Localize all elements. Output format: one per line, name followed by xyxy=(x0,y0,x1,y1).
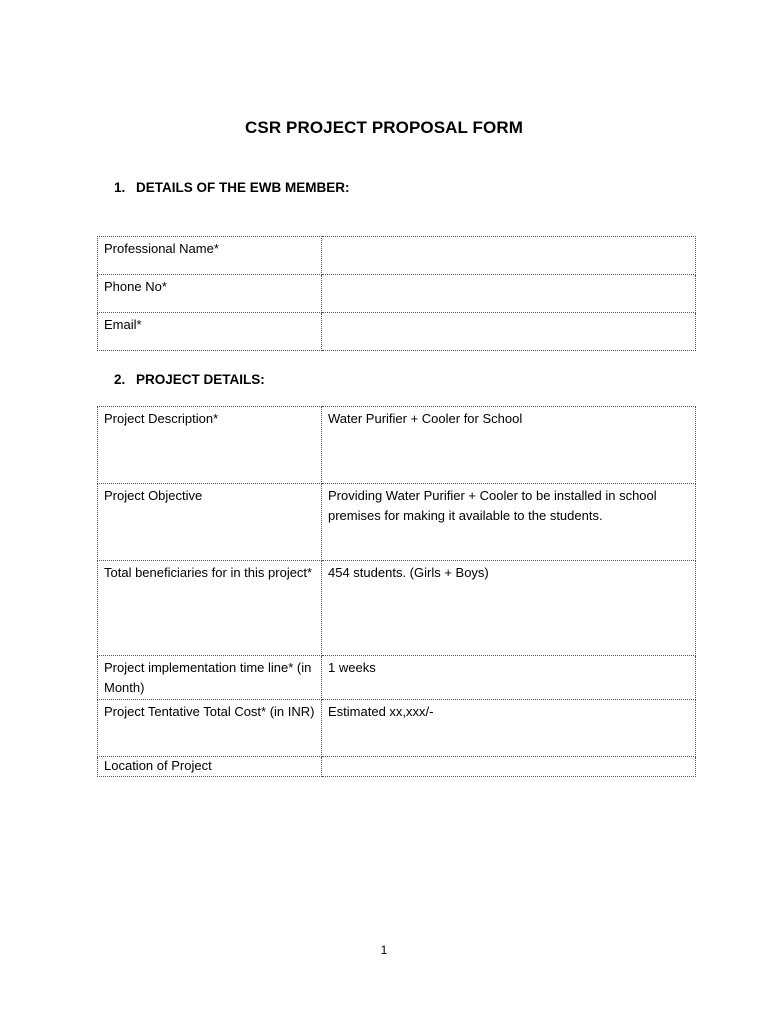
field-value-project-objective[interactable]: Providing Water Purifier + Cooler to be installed in school premises for making it available to the students. xyxy=(322,484,696,561)
field-value-total-beneficiaries[interactable]: 454 students. (Girls + Boys) xyxy=(322,561,696,656)
table-row xyxy=(98,700,696,757)
field-label-phone-no: Phone No* xyxy=(98,275,322,313)
field-label-email: Email* xyxy=(98,313,322,351)
field-label-tentative-cost: Project Tentative Total Cost* (in INR) xyxy=(98,700,322,757)
table-row xyxy=(98,484,696,561)
table-row xyxy=(98,237,696,275)
section-heading-member-details xyxy=(114,180,350,195)
field-label-implementation-timeline: Project implementation time line* (in Month) xyxy=(98,656,322,700)
table-row xyxy=(98,561,696,656)
section-title: DETAILS OF THE EWB MEMBER: xyxy=(136,180,350,195)
section-number: 2. xyxy=(114,372,126,387)
field-value-professional-name[interactable] xyxy=(322,237,696,275)
section-title: PROJECT DETAILS: xyxy=(136,372,265,387)
section-number: 1. xyxy=(114,180,126,195)
field-value-location[interactable] xyxy=(322,757,696,777)
field-value-phone-no[interactable] xyxy=(322,275,696,313)
table-row xyxy=(98,656,696,700)
field-label-professional-name: Professional Name* xyxy=(98,237,322,275)
field-label-total-beneficiaries: Total beneficiaries for in this project* xyxy=(98,561,322,656)
field-label-location: Location of Project xyxy=(98,757,322,777)
field-value-tentative-cost[interactable]: Estimated xx,xxx/- xyxy=(322,700,696,757)
field-label-project-description: Project Description* xyxy=(98,407,322,484)
field-value-implementation-timeline[interactable]: 1 weeks xyxy=(322,656,696,700)
table-row xyxy=(98,757,696,777)
field-value-email[interactable] xyxy=(322,313,696,351)
table-row xyxy=(98,313,696,351)
table-row xyxy=(98,407,696,484)
project-details-table xyxy=(97,406,696,777)
table-row xyxy=(98,275,696,313)
field-value-project-description[interactable]: Water Purifier + Cooler for School xyxy=(322,407,696,484)
member-details-table xyxy=(97,236,696,351)
page-number: 1 xyxy=(380,943,388,957)
section-heading-project-details xyxy=(114,372,265,387)
form-title: CSR PROJECT PROPOSAL FORM xyxy=(245,118,523,137)
field-label-project-objective: Project Objective xyxy=(98,484,322,561)
